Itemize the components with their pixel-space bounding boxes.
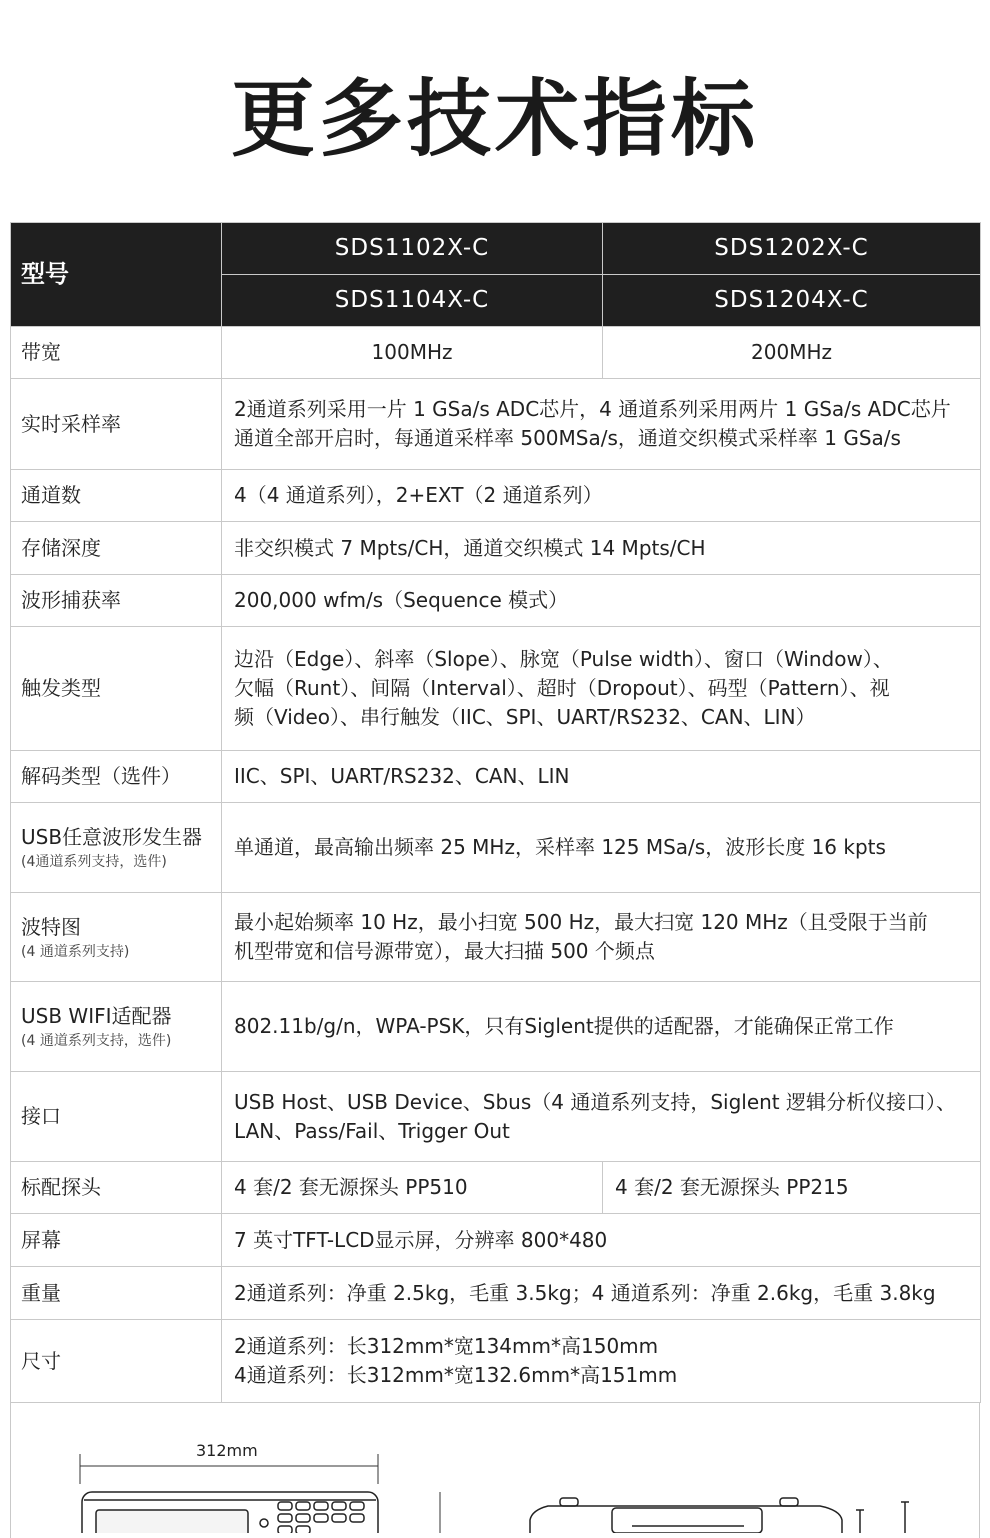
row-channels: [11, 470, 981, 522]
row-interface: [11, 1072, 981, 1162]
value-line: USB Host、USB Device、Sbus（4 通道系列支持，Siglent 逻辑分析仪接口）、: [234, 1089, 957, 1114]
label-note: (4 通道系列支持，选件): [21, 1033, 172, 1049]
row-value: 4 套/2 套无源探头 PP510: [222, 1162, 603, 1214]
row-label: 触发类型: [11, 627, 222, 751]
value-line: 2通道系列采用一片 1 GSa/s ADC芯片，4 通道系列采用两片 1 GSa/s ADC芯片: [234, 397, 951, 421]
model-name: SDS1102X-C: [222, 223, 603, 275]
value-line: 机型带宽和信号源带宽），最大扫描 500 个频点: [234, 939, 655, 963]
row-value: 802.11b/g/n，WPA-PSK，只有Siglent提供的适配器，才能确保正常工作: [222, 982, 981, 1072]
row-value: IIC、SPI、UART/RS232、CAN、LIN: [222, 751, 981, 803]
row-value: 4（4 通道系列），2+EXT（2 通道系列）: [222, 470, 981, 522]
row-awg: [11, 803, 981, 893]
row-label: 实时采样率: [11, 379, 222, 470]
row-label: 波形捕获率: [11, 575, 222, 627]
row-label: 存储深度: [11, 522, 222, 575]
value-line: 2通道系列：长312mm*宽134mm*高150mm: [234, 1334, 659, 1358]
row-label: 标配探头: [11, 1162, 222, 1214]
value-line: 通道全部开启时，每通道采样率 500MSa/s，通道交织模式采样率 1 GSa/s: [234, 426, 901, 450]
header-row-1: [11, 223, 981, 275]
row-decode: [11, 751, 981, 803]
page-title: 更多技术指标: [230, 70, 759, 168]
row-label: 通道数: [11, 470, 222, 522]
row-value: [222, 893, 981, 982]
row-value: 非交织模式 7 Mpts/CH，通道交织模式 14 Mpts/CH: [222, 522, 981, 575]
row-label: 接口: [11, 1072, 222, 1162]
model-name: SDS1204X-C: [603, 275, 981, 327]
side-view-outline: [530, 1498, 909, 1533]
label-note: (4通道系列支持，选件): [21, 854, 167, 870]
model-label: 型号: [11, 223, 222, 327]
model-name: SDS1202X-C: [603, 223, 981, 275]
label-note: (4 通道系列支持): [21, 943, 130, 960]
row-label: 重量: [11, 1267, 222, 1320]
row-label: 尺寸: [11, 1320, 222, 1403]
value-line: 边沿（Edge）、斜率（Slope）、脉宽（Pulse width）、窗口（Window）、: [234, 647, 893, 671]
row-value: 4 套/2 套无源探头 PP215: [603, 1162, 981, 1214]
row-label: [11, 803, 222, 893]
row-weight: [11, 1267, 981, 1320]
width-dimension-line: [80, 1454, 378, 1484]
value-line: 欠幅（Runt）、间隔（Interval）、超时（Dropout）、码型（Pattern）、视: [234, 676, 890, 700]
value-line: 频（Video）、串行触发（IIC、SPI、UART/RS232、CAN、LIN）: [234, 705, 816, 729]
value-line: 最小起始频率 10 Hz，最小扫宽 500 Hz，最大扫宽 120 MHz（且受限于当前: [234, 910, 928, 934]
row-label: [11, 893, 222, 982]
front-view-outline: [82, 1492, 378, 1533]
width-dimension-label: 312mm: [196, 1441, 258, 1460]
value-line: LAN、Pass/Fail、Trigger Out: [234, 1118, 510, 1143]
row-value: 7 英寸TFT-LCD显示屏，分辨率 800*480: [222, 1214, 981, 1267]
spec-table: [10, 222, 981, 1403]
value-line: 4通道系列：长312mm*宽132.6mm*高151mm: [234, 1363, 678, 1387]
row-label: [11, 982, 222, 1072]
oscilloscope-outline-drawing: [0, 1440, 990, 1533]
row-label: 解码类型（选件）: [11, 751, 222, 803]
row-label: 带宽: [11, 327, 222, 379]
model-name: SDS1104X-C: [222, 275, 603, 327]
row-sample-rate: [11, 379, 981, 470]
row-value: [222, 627, 981, 751]
row-bandwidth: [11, 327, 981, 379]
row-value: 200,000 wfm/s（Sequence 模式）: [222, 575, 981, 627]
label-text: USB任意波形发生器: [21, 825, 203, 849]
row-label: 屏幕: [11, 1214, 222, 1267]
row-wifi: [11, 982, 981, 1072]
row-memory: [11, 522, 981, 575]
row-value: 100MHz: [222, 327, 603, 379]
row-capture-rate: [11, 575, 981, 627]
row-screen: [11, 1214, 981, 1267]
row-value: [222, 1072, 981, 1162]
row-value: 200MHz: [603, 327, 981, 379]
row-value: [222, 1320, 981, 1403]
row-bode: [11, 893, 981, 982]
row-size: [11, 1320, 981, 1403]
row-probe: [11, 1162, 981, 1214]
row-value: [222, 379, 981, 470]
row-trigger: [11, 627, 981, 751]
row-value: 2通道系列：净重 2.5kg，毛重 3.5kg；4 通道系列：净重 2.6kg，毛重 3.8kg: [222, 1267, 981, 1320]
label-text: USB WIFI适配器: [21, 1004, 172, 1028]
row-value: 单通道，最高输出频率 25 MHz，采样率 125 MSa/s，波形长度 16 kpts: [222, 803, 981, 893]
label-text: 波特图: [21, 914, 81, 939]
